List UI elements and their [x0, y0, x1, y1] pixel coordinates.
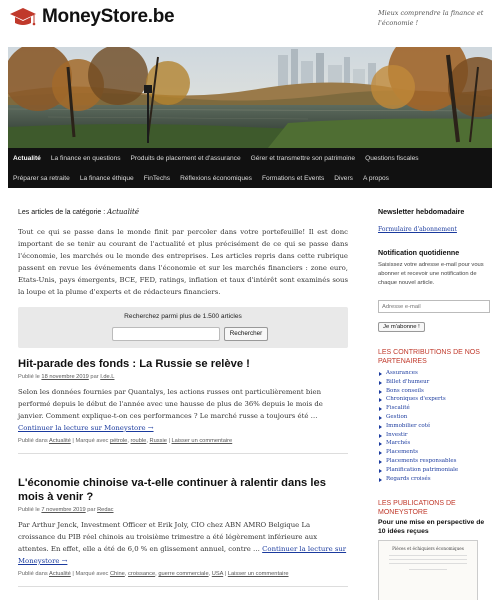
post-author-link[interactable]: I.de.L: [100, 374, 115, 380]
excerpt-text: Selon les données fournies par Quantalys, les actions russes ont particulièrement bien performé depuis le début de l'année avec une hausse de plus de 36% depuis le mois de janvier. Comment explique-t-on ces performances ? Le marché russe a toujours été …: [18, 388, 323, 420]
daily-notification-widget: [378, 249, 490, 332]
nav-row-1: [8, 148, 424, 168]
tag-link[interactable]: pétrole: [109, 438, 128, 444]
email-field[interactable]: [378, 300, 490, 313]
post-footer: Publié dans Actualité | Marqué avec pétrole, rouble, Russie | Laisser un commentaire: [18, 438, 348, 454]
foot-prefix: Publié dans: [18, 571, 49, 577]
partners-list: [378, 369, 490, 483]
post-meta: [18, 374, 348, 380]
publications-title: LES PUBLICATIONS DE MONEYSTORE: [378, 500, 456, 517]
logo-text: MoneyStore.be: [42, 6, 175, 27]
nav-item-formations[interactable]: Formations et Events: [261, 174, 325, 182]
category-prefix: Les articles de la catégorie :: [18, 209, 108, 216]
partner-link[interactable]: Investir: [378, 431, 490, 440]
post-title[interactable]: Hit-parade des fonds : La Russie se relève !: [18, 358, 250, 370]
nav-item-a-propos[interactable]: A propos: [362, 174, 389, 182]
main-content: [18, 200, 348, 587]
book-cover-image[interactable]: [378, 540, 478, 600]
partner-link[interactable]: Marchés: [378, 439, 490, 448]
tags-prefix: | Marqué avec: [70, 438, 110, 444]
nav-item-questions-fiscales[interactable]: Questions fiscales: [365, 154, 419, 162]
search-button[interactable]: Rechercher: [224, 327, 268, 341]
newsletter-title: Newsletter hebdomadaire: [378, 208, 465, 216]
partner-link[interactable]: Gestion: [378, 413, 490, 422]
read-more-link[interactable]: Continuer la lecture sur Moneystore →: [18, 545, 347, 565]
nav-row-2: [8, 168, 394, 188]
post-article: [18, 357, 348, 454]
site-header: [0, 0, 500, 48]
category-name: Actualité: [107, 208, 140, 216]
graduation-cap-icon: [8, 6, 38, 28]
tag-link[interactable]: Russie: [149, 438, 167, 444]
comment-link[interactable]: Laisser un commentaire: [171, 438, 233, 444]
partner-link[interactable]: Bons conseils: [378, 387, 490, 396]
search-label: Recherchez parmi plus de 1.500 articles: [124, 313, 242, 320]
partner-link[interactable]: Chroniques d'experts: [378, 395, 490, 404]
main-navigation: [8, 148, 492, 188]
site-logo[interactable]: [8, 6, 174, 28]
meta-prefix: Publié le: [18, 374, 42, 380]
nav-item-actualite[interactable]: Actualité: [13, 154, 41, 162]
daily-notification-title: Notification quotidienne: [378, 249, 460, 257]
book-title: Pièces et échiquiers économiques: [392, 546, 464, 552]
meta-by: par: [85, 507, 98, 513]
tag-link[interactable]: Chine: [109, 571, 125, 577]
tag-link[interactable]: guerre commerciale: [158, 571, 209, 577]
partner-link[interactable]: Regards croisés: [378, 475, 490, 484]
meta-prefix: Publié le: [18, 507, 42, 513]
post-date-link[interactable]: 7 novembre 2019: [41, 507, 86, 513]
partners-widget: [378, 348, 490, 483]
tag-link[interactable]: croissance: [127, 571, 156, 577]
partners-title: LES CONTRIBUTIONS DE NOS PARTENAIRES: [378, 349, 480, 365]
comment-link[interactable]: Laisser un commentaire: [227, 571, 289, 577]
post-article: [18, 476, 348, 587]
publications-widget: [378, 499, 490, 600]
excerpt-text: Par Arthur Jenck, Investment Officer et Erik Joly, CIO chez ABN AMRO Belgique La croissance du PIB réel chinois au troisième trimestre a été légèrement inférieure aux attentes. En effet, elle a été de 6,0 % en glissement annuel, contre …: [18, 521, 318, 553]
header-banner-image: [8, 47, 492, 148]
category-intro: Tout ce qui se passe dans le monde finit par percoler dans votre portefeuille! Il est donc important de se tenir au courant de l'actualité et plus précisément de ce qui se passe dans l'économie, les marchés ou le monde des entreprises. Les articles repris dans cette rubrique passent en revue les événements dans l'économie et sur les marchés financiers : zone euro, Etats-Unis, pays émergents, BCE, FED, ratings, inflation et taux d'intérêt sont examinés sous la loupe et la plume d'experts et de rédacteurs financiers.: [18, 228, 348, 296]
post-title[interactable]: L'économie chinoise va-t-elle continuer à ralentir dans les mois à venir ?: [18, 477, 326, 503]
partner-link[interactable]: Fiscalité: [378, 404, 490, 413]
nav-item-gerer-patrimoine[interactable]: Gérer et transmettre son patrimoine: [250, 154, 356, 162]
category-heading: [18, 208, 348, 216]
partner-link[interactable]: Billet d'humeur: [378, 378, 490, 387]
nav-item-divers[interactable]: Divers: [334, 174, 353, 182]
daily-notification-text: Saisissez votre adresse e-mail pour vous abonner et recevoir une notification de chaque nouvel article.: [378, 262, 484, 286]
partner-link[interactable]: Assurances: [378, 369, 490, 378]
subscribe-button[interactable]: Je m'abonne !: [378, 322, 425, 332]
post-excerpt: [18, 519, 348, 567]
foot-prefix: Publié dans: [18, 438, 49, 444]
nav-item-fintechs[interactable]: FinTechs: [143, 174, 171, 182]
tag-link[interactable]: rouble: [130, 438, 147, 444]
meta-by: par: [88, 374, 101, 380]
newsletter-widget: [378, 208, 490, 235]
post-category-link[interactable]: Actualité: [49, 438, 71, 444]
sidebar: [378, 200, 490, 600]
partner-link[interactable]: Immobilier coté: [378, 422, 490, 431]
tags-prefix: | Marqué avec: [70, 571, 110, 577]
partner-link[interactable]: Placements responsables: [378, 457, 490, 466]
post-footer: Publié dans Actualité | Marqué avec Chine, croissance, guerre commerciale, USA | Laisser un commentaire: [18, 571, 348, 587]
site-tagline: Mieux comprendre la finance et l'économie !: [378, 9, 484, 27]
post-excerpt: [18, 386, 348, 434]
post-date-link[interactable]: 18 novembre 2019: [41, 374, 89, 380]
nav-item-produits-placement[interactable]: Produits de placement et d'assurance: [130, 154, 241, 162]
read-more-link[interactable]: Continuer la lecture sur Moneystore →: [18, 424, 154, 432]
post-author-link[interactable]: Redac: [97, 507, 114, 513]
post-category-link[interactable]: Actualité: [49, 571, 71, 577]
nav-item-finance-en-questions[interactable]: La finance en questions: [50, 154, 121, 162]
tag-link[interactable]: USA: [211, 571, 224, 577]
newsletter-form-link[interactable]: Formulaire d'abonnement: [378, 226, 457, 233]
article-search: [18, 307, 348, 348]
partner-link[interactable]: Planification patrimoniale: [378, 466, 490, 475]
nav-item-retraite[interactable]: Préparer sa retraite: [13, 174, 70, 182]
nav-item-finance-ethique[interactable]: La finance éthique: [79, 174, 134, 182]
nav-item-reflexions[interactable]: Réflexions économiques: [180, 174, 252, 182]
publications-subtitle: Pour une mise en perspective de 10 idées reçues: [378, 519, 485, 535]
search-input[interactable]: [112, 327, 220, 341]
post-meta: [18, 507, 348, 513]
partner-link[interactable]: Placements: [378, 448, 490, 457]
